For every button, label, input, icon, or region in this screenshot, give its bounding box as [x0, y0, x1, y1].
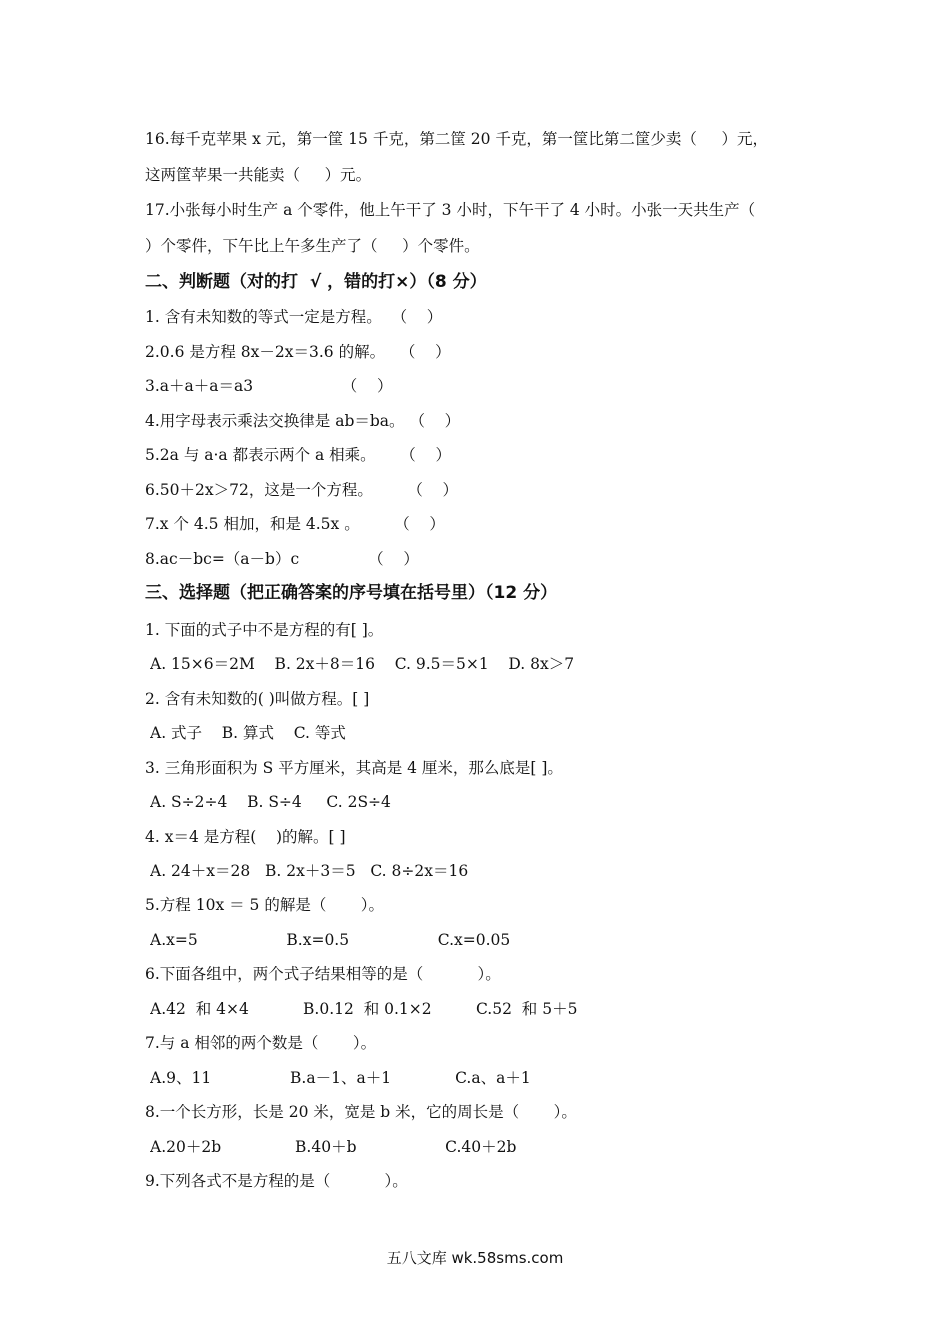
choice-q6-options: A.42 和 4×4 B.0.12 和 0.1×2 C.52 和 5＋5 [150, 1000, 578, 1018]
judge-section-heading: 二、判断题（对的打 √ ，错的打×）（8 分） [145, 272, 487, 292]
choice-q6: 6.下面各组中，两个式子结果相等的是（ ）。 [145, 965, 501, 983]
choice-section-heading: 三、选择题（把正确答案的序号填在括号里）（12 分） [145, 583, 558, 603]
choice-q5-options: A.x=5 B.x=0.5 C.x=0.05 [150, 931, 511, 949]
fill-in-q16-line1: 16.每千克苹果 x 元，第一筐 15 千克，第二筐 20 千克，第一筐比第二筐少卖（ ）元， [145, 130, 769, 148]
judge-item-8: 8.ac－bc=（a－b）c （ ） [145, 550, 419, 568]
choice-q3: 3. 三角形面积为 S 平方厘米，其高是 4 厘米，那么底是[ ]。 [145, 759, 563, 777]
judge-item-6: 6.50＋2x＞72，这是一个方程。 （ ） [145, 481, 459, 499]
fill-in-q17-line1: 17.小张每小时生产 a 个零件，他上午干了 3 小时，下午干了 4 小时。小张一天共生产（ [145, 201, 756, 219]
choice-q7-options: A.9、11 B.a－1、a＋1 C.a、a＋1 [150, 1069, 531, 1087]
judge-item-5: 5.2a 与 a·a 都表示两个 a 相乘。 （ ） [145, 446, 452, 464]
fill-in-q17-line2: ）个零件，下午比上午多生产了（ ）个零件。 [145, 237, 480, 255]
footer-watermark: 五八文库 wk.58sms.com [386, 1249, 564, 1267]
judge-item-4: 4.用字母表示乘法交换律是 ab＝ba。 （ ） [145, 412, 461, 430]
choice-q8-options: A.20＋2b B.40＋b C.40＋2b [150, 1138, 517, 1156]
choice-q5: 5.方程 10x ＝ 5 的解是（ ）。 [145, 896, 385, 914]
choice-q7: 7.与 a 相邻的两个数是（ ）。 [145, 1034, 377, 1052]
judge-item-3: 3.a＋a＋a＝a3 （ ） [145, 377, 393, 395]
choice-q4: 4. x＝4 是方程( )的解。[ ] [145, 828, 346, 846]
judge-item-2: 2.0.6 是方程 8x－2x＝3.6 的解。 （ ） [145, 343, 451, 361]
choice-q2-options: A. 式子 B. 算式 C. 等式 [150, 724, 346, 742]
choice-q3-options: A. S÷2÷4 B. S÷4 C. 2S÷4 [150, 793, 391, 811]
choice-q9: 9.下列各式不是方程的是（ ）。 [145, 1172, 408, 1190]
judge-item-1: 1. 含有未知数的等式一定是方程。 （ ） [145, 308, 443, 326]
fill-in-q16-line2: 这两筐苹果一共能卖（ ）元。 [145, 166, 372, 184]
choice-q4-options: A. 24＋x＝28 B. 2x＋3＝5 C. 8÷2x＝16 [150, 862, 469, 880]
choice-q1: 1. 下面的式子中不是方程的有[ ]。 [145, 621, 384, 639]
choice-q2: 2. 含有未知数的( )叫做方程。[ ] [145, 690, 370, 708]
judge-item-7: 7.x 个 4.5 相加，和是 4.5x 。 （ ） [145, 515, 445, 533]
choice-q8: 8.一个长方形，长是 20 米，宽是 b 米，它的周长是（ ）。 [145, 1103, 577, 1121]
choice-q1-options: A. 15×6＝2M B. 2x＋8＝16 C. 9.5＝5×1 D. 8x＞7 [150, 655, 575, 673]
